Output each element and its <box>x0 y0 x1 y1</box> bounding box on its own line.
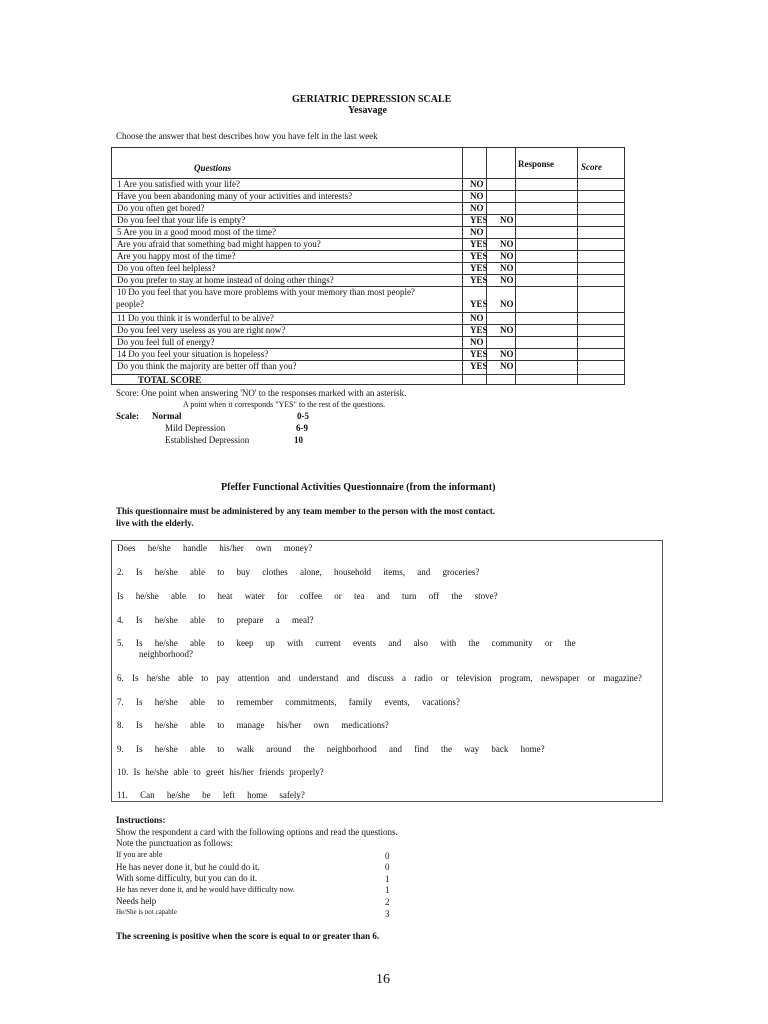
screening-conclusion: The screening is positive when the score is equal to or greater than 6. <box>116 931 380 941</box>
gds-question-text: 10 Do you feel that you have more problems with your memory than most people? <box>117 287 415 297</box>
gds-answer-yes[interactable]: YES <box>470 263 488 273</box>
pfeffer-question: 2. Is he/she able to buy clothes alone, household items, and groceries? <box>117 567 480 577</box>
gds-answer-no[interactable]: NO <box>470 313 484 323</box>
gds-table <box>111 147 625 385</box>
gds-answer-no[interactable]: NO <box>500 251 514 261</box>
response-header: Response <box>518 159 555 169</box>
gds-answer-no[interactable]: NO <box>500 325 514 335</box>
pfeffer-question: 9. Is he/she able to walk around the neighborhood and find the way back home? <box>117 744 545 754</box>
option-text: Needs help <box>116 896 157 906</box>
gds-question-text: Are you happy most of the time? <box>117 251 236 261</box>
gds-answer-no[interactable]: NO <box>500 349 514 359</box>
gds-subtitle: Yesavage <box>348 105 387 116</box>
gds-question-text: Are you afraid that something bad might happen to you? <box>117 239 321 249</box>
option-text: He has never done it, and he would have difficulty now. <box>116 885 295 894</box>
option-text: With some difficulty, but you can do it. <box>116 873 258 883</box>
gds-answer-yes[interactable]: YES <box>470 275 488 285</box>
gds-answer-no[interactable]: NO <box>470 203 484 213</box>
option-score: 1 <box>385 885 390 895</box>
pfeffer-question: 11. Can he/she be left home safely? <box>117 790 305 800</box>
scale-normal-range: 0-5 <box>297 411 309 421</box>
pfeffer-question: 7. Is he/she able to remember commitments, family events, vacations? <box>117 697 460 707</box>
gds-question-text: Do you often feel helpless? <box>117 263 216 273</box>
scale-label: Scale: <box>116 411 139 421</box>
gds-question-text: Do you feel very useless as you are right now? <box>117 325 286 335</box>
pfeffer-question: 10. Is he/she able to greet his/her friends properly? <box>117 767 324 777</box>
questions-header: Questions <box>194 163 232 173</box>
pfeffer-question: 8. Is he/she able to manage his/her own medications? <box>117 720 389 730</box>
gds-answer-no[interactable]: NO <box>470 191 484 201</box>
scale-normal: Normal <box>152 411 182 421</box>
gds-answer-yes[interactable]: YES <box>470 251 488 261</box>
gds-question-text: 1 Are you satisfied with your life? <box>117 179 240 189</box>
instructions-line-2: Note the punctuation as follows: <box>116 838 233 848</box>
gds-question-text: 11 Do you think it is wonderful to be alive? <box>117 313 274 323</box>
gds-answer-no[interactable]: NO <box>500 275 514 285</box>
scale-established-range: 10 <box>294 435 303 445</box>
gds-answer-no[interactable]: NO <box>470 227 484 237</box>
option-text: He/She is not capable <box>116 908 177 916</box>
pfeffer-question: Is he/she able to heat water for coffee or tea and turn off the stove? <box>117 591 498 601</box>
gds-question-text: Do you think the majority are better off than you? <box>117 361 297 371</box>
instructions-line-1: Show the respondent a card with the following options and read the questions. <box>116 827 398 837</box>
scale-established: Established Depression <box>165 435 250 445</box>
option-score: 0 <box>385 851 390 861</box>
option-text: He has never done it, but he could do it. <box>116 862 260 872</box>
gds-answer-no[interactable]: NO <box>500 361 514 371</box>
option-score: 1 <box>385 874 390 884</box>
pfeffer-intro-2: live with the elderly. <box>116 518 194 528</box>
gds-answer-no[interactable]: NO <box>500 263 514 273</box>
gds-question-text: 5 Are you in a good mood most of the time? <box>117 227 276 237</box>
gds-answer-yes[interactable]: YES <box>470 239 488 249</box>
option-score: 0 <box>385 862 390 872</box>
option-text: If you are able <box>116 850 163 859</box>
gds-question-text-cont: people? <box>116 299 144 309</box>
gds-title: GERIATRIC DEPRESSION SCALE <box>292 94 452 105</box>
pfeffer-question: 4. Is he/she able to prepare a meal? <box>117 615 314 625</box>
gds-answer-yes[interactable]: YES <box>470 299 488 309</box>
gds-answer-no[interactable]: NO <box>470 337 484 347</box>
gds-question-text: Do you feel that your life is empty? <box>117 215 246 225</box>
pfeffer-title: Pfeffer Functional Activities Questionnaire (from the informant) <box>221 482 496 493</box>
gds-answer-no[interactable]: NO <box>500 299 514 309</box>
option-score: 3 <box>385 909 390 919</box>
gds-answer-no[interactable]: NO <box>500 239 514 249</box>
gds-question-text: Do you prefer to stay at home instead of doing other things? <box>117 275 334 285</box>
score-header: Score <box>581 162 602 172</box>
pfeffer-question-cont: neighborhood? <box>139 649 193 659</box>
instructions-title: Instructions: <box>116 815 166 825</box>
scale-mild: Mild Depression <box>165 423 226 433</box>
gds-answer-yes[interactable]: YES <box>470 349 488 359</box>
gds-answer-no[interactable]: NO <box>470 179 484 189</box>
gds-question-text: 14 Do you feel your situation is hopeless? <box>117 349 269 359</box>
gds-question-text: Have you been abandoning many of your activities and interests? <box>117 191 353 201</box>
pfeffer-question: Does he/she handle his/her own money? <box>117 543 313 553</box>
gds-answer-yes[interactable]: YES <box>470 325 488 335</box>
gds-question-text: Do you often get bored? <box>117 203 205 213</box>
pfeffer-question: 6. Is he/she able to pay attention and understand and discuss a radio or television program, newspaper or magazine? <box>117 673 642 683</box>
total-score-label: TOTAL SCORE <box>138 375 202 385</box>
scale-mild-range: 6-9 <box>296 423 308 433</box>
pfeffer-question: 5. Is he/she able to keep up with current events and also with the community or the <box>117 638 576 648</box>
page-number: 16 <box>376 972 390 987</box>
option-score: 2 <box>385 897 390 907</box>
gds-question-text: Do you feel full of energy? <box>117 337 215 347</box>
gds-answer-yes[interactable]: YES <box>470 361 488 371</box>
gds-answer-yes[interactable]: YES <box>470 215 488 225</box>
gds-answer-no[interactable]: NO <box>500 215 514 225</box>
score-note-2: A point when it corresponds "YES" to the rest of the questions. <box>183 400 386 409</box>
gds-instruction: Choose the answer that best describes how you have felt in the last week <box>116 131 378 141</box>
pfeffer-questions-box <box>111 540 663 802</box>
pfeffer-intro-1: This questionnaire must be administered by any team member to the person with the most contact. <box>116 506 495 516</box>
score-note-1: Score: One point when answering 'NO' to the responses marked with an asterisk. <box>116 388 407 398</box>
